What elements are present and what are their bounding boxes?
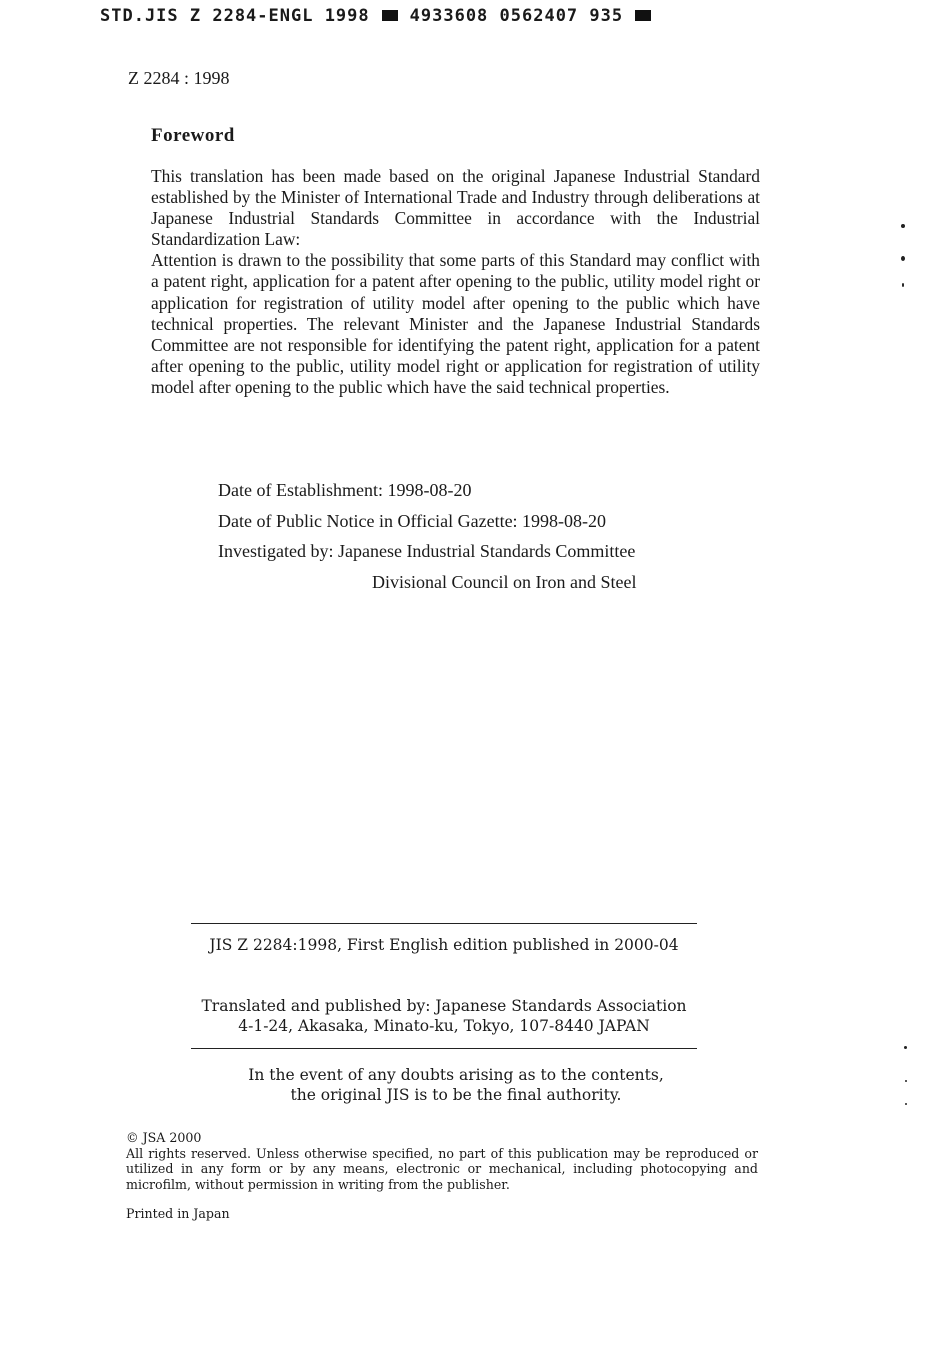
barcode-block-icon [635,10,651,21]
scan-header-left: STD.JIS Z 2284-ENGL 1998 [100,6,370,26]
publisher-address: 4-1-24, Akasaka, Minato-ku, Tokyo, 107-8440 JAPAN [238,1017,650,1035]
scan-speck [905,1103,907,1105]
scan-speck [901,224,905,228]
date-of-establishment: Date of Establishment: 1998-08-20 [218,480,472,500]
rights-statement: All rights reserved. Unless otherwise specified, no part of this publication may be reproduced or utilized in any form or by any means, electronic or mechanical, including photocopying and microfilm, without permission in writing from the publisher. [126,1145,758,1192]
scan-speck [902,283,904,287]
publisher-block [191,996,697,1036]
investigated-by: Investigated by: Japanese Industrial Standards Committee [218,541,636,561]
divider [191,923,697,924]
publisher-line: Translated and published by: Japanese Standards Association [201,997,687,1015]
edition-line: JIS Z 2284:1998, First English edition published in 2000-04 [209,936,679,954]
copyright-block [126,1130,758,1192]
scan-speck [901,256,905,261]
scan-header-right: 4933608 0562407 935 [409,6,624,26]
authority-note-line: In the event of any doubts arising as to the contents, [248,1066,664,1084]
foreword-title: Foreword [151,125,235,146]
date-of-public-notice: Date of Public Notice in Official Gazette: 1998-08-20 [218,510,607,531]
barcode-block-icon [382,10,398,21]
foreword-body [151,166,760,398]
standard-number: Z 2284 : 1998 [128,68,230,88]
printed-in: Printed in Japan [126,1206,230,1221]
scan-header [100,6,663,26]
divider [191,1048,697,1049]
authority-note [191,1066,721,1105]
scan-speck [905,1080,907,1082]
authority-note-line: the original JIS is to be the final authority. [290,1085,622,1104]
divisional-council: Divisional Council on Iron and Steel [372,571,637,592]
scan-speck [904,1046,907,1049]
establishment-info [218,479,636,601]
foreword-paragraph: This translation has been made based on the original Japanese Industrial Standard established by the Minister of International Trade and Industry through deliberations at Japanese Industrial Standards Committee in accordance with the Industrial Standardization Law: [151,166,760,250]
copyright-holder: © JSA 2000 [126,1130,202,1145]
foreword-paragraph: Attention is drawn to the possibility that some parts of this Standard may conflict with a patent right, application for a patent after opening to the public, utility model right or application for registration of utility model after opening to the public which have technical properties. The relevant Minister and the Japanese Industrial Standards Committee are not responsible for identifying the patent right, application for a patent after opening to the public, utility model right or application for registration of utility model after opening to the public which have the said technical properties. [151,250,760,397]
